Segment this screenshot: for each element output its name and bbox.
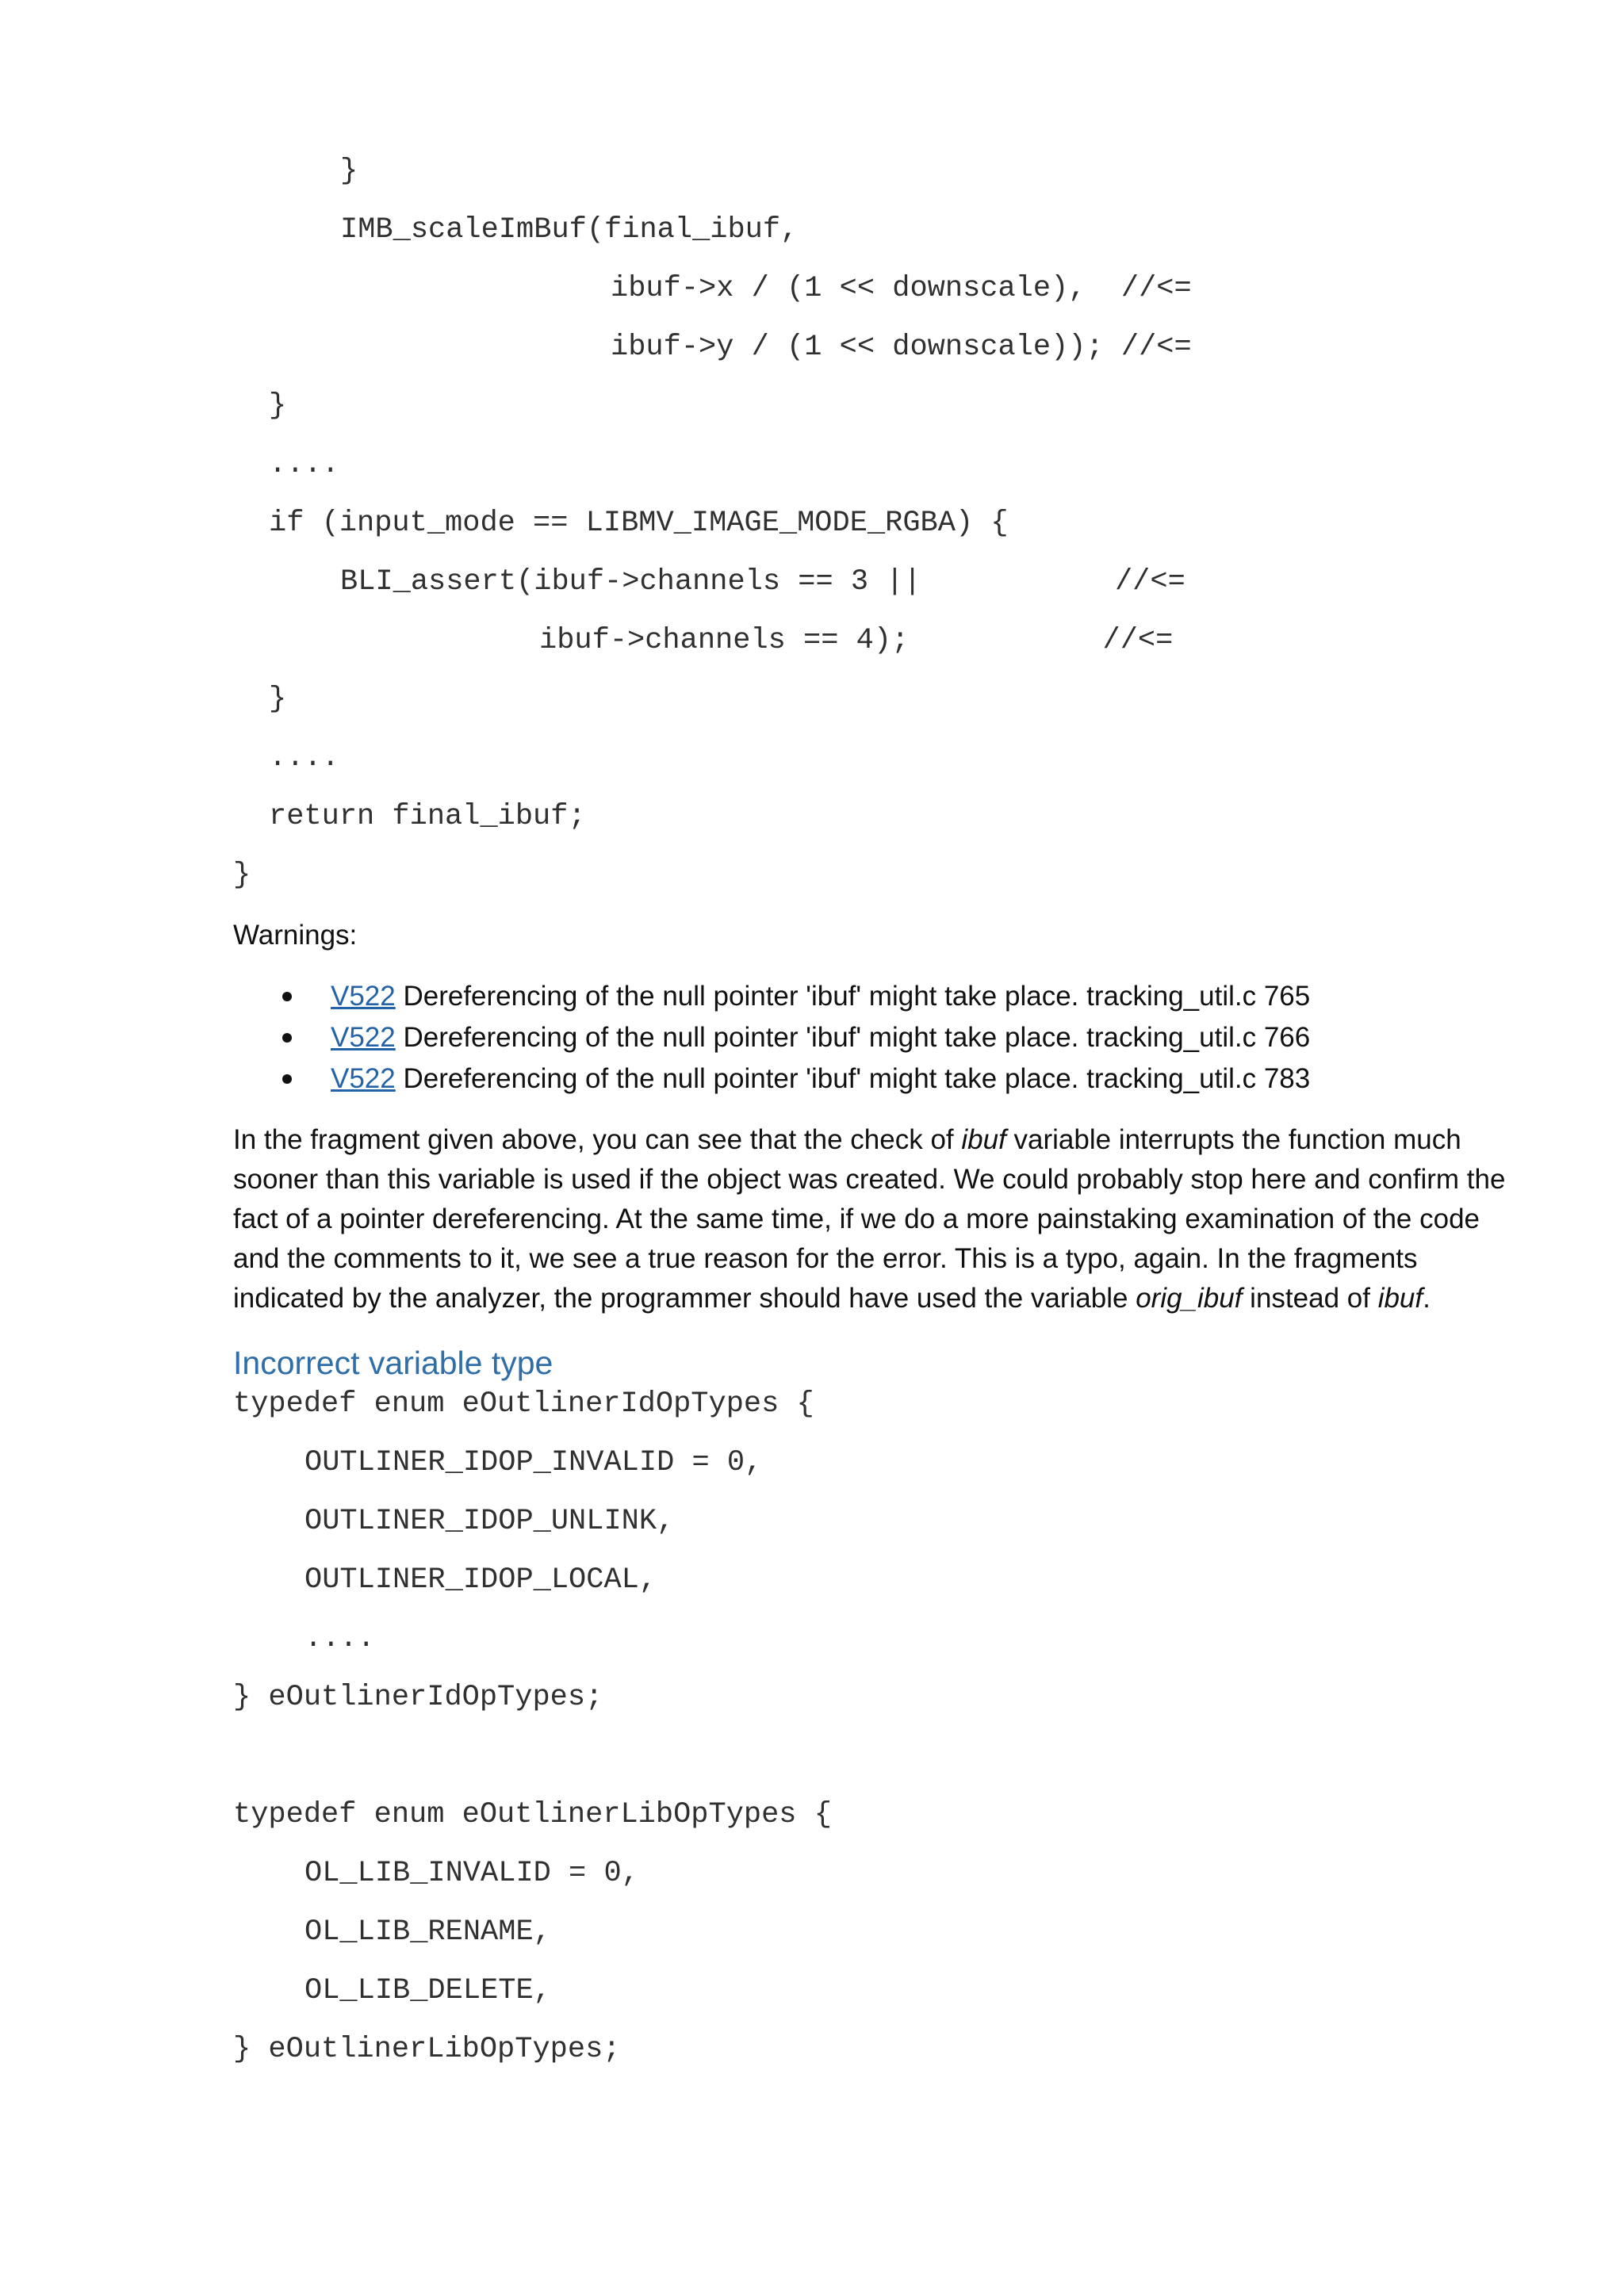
explanation-paragraph [233,1120,1534,1318]
code-line: ibuf->channels == 4); //<= [539,624,1174,657]
paragraph-text: instead of [1242,1283,1378,1314]
code-line: IMB_scaleImBuf(final_ibuf, [340,213,799,247]
code-line: .... [304,1622,375,1655]
code-line: typedef enum eOutlinerIdOpTypes { [233,1387,814,1421]
warnings-list [233,976,1310,1100]
paragraph-text: variable interrupts the function much sooner than this variable is used if the object was created. We could probably stop here and confirm the fact of a pointer dereferencing. At the same time, if we do a more painstaking examination of the code and the comments to it, we see a true reason for the error. This is a typo, again. In the fragments indicated by the analyzer, the programmer should have used the variable [233,1124,1506,1314]
code-line: return final_ibuf; [269,800,586,833]
paragraph-emphasis: orig_ibuf [1136,1283,1243,1314]
code-line: OL_LIB_DELETE, [304,1974,551,2007]
bullet-icon [282,1074,292,1084]
section-heading: Incorrect variable type [233,1345,553,1381]
bullet-icon [282,992,292,1001]
code-line: .... [269,741,339,775]
paragraph-text: In the fragment given above, you can see that the check of [233,1124,962,1155]
code-line: OUTLINER_IDOP_LOCAL, [304,1563,657,1597]
code-line: } [340,155,358,188]
code-line: } eOutlinerIdOpTypes; [233,1681,603,1714]
code-line: } [269,683,287,716]
warning-code-link[interactable]: V522 [331,1022,396,1053]
code-line: ibuf->x / (1 << downscale), //<= [611,272,1192,305]
code-line: BLI_assert(ibuf->channels == 3 || //<= [340,565,1185,599]
code-line: OUTLINER_IDOP_INVALID = 0, [304,1446,763,1479]
code-line: if (input_mode == LIBMV_IMAGE_MODE_RGBA) { [269,507,1009,540]
warning-item [233,976,1310,1017]
code-line: } [269,389,287,423]
code-line: } [233,859,251,892]
warning-text: Dereferencing of the null pointer 'ibuf' might take place. tracking_util.c 783 [395,1063,1311,1094]
paragraph-text: . [1423,1283,1431,1314]
code-line: } eOutlinerLibOpTypes; [233,2033,621,2066]
code-line: .... [269,448,339,481]
code-line: typedef enum eOutlinerLibOpTypes { [233,1798,832,1831]
code-line: ibuf->y / (1 << downscale)); //<= [611,331,1192,364]
warning-item [233,1058,1310,1100]
bullet-icon [282,1033,292,1043]
code-line: OUTLINER_IDOP_UNLINK, [304,1505,675,1538]
paragraph-emphasis: ibuf [1377,1283,1423,1314]
warning-text: Dereferencing of the null pointer 'ibuf' might take place. tracking_util.c 766 [395,1022,1311,1053]
warning-text: Dereferencing of the null pointer 'ibuf' might take place. tracking_util.c 765 [395,981,1311,1012]
warnings-label: Warnings: [233,920,358,951]
code-line: OL_LIB_INVALID = 0, [304,1857,639,1890]
warning-code-link[interactable]: V522 [331,1063,396,1094]
code-line: OL_LIB_RENAME, [304,1915,551,1949]
paragraph-emphasis: ibuf [961,1124,1006,1155]
warning-item [233,1017,1310,1058]
warning-code-link[interactable]: V522 [331,981,396,1012]
